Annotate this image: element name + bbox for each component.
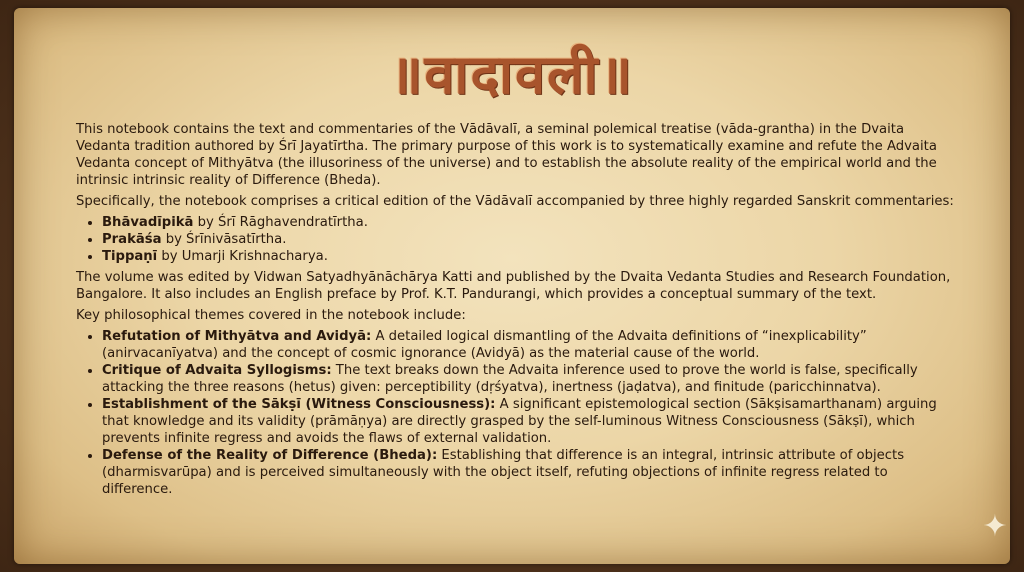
sparkle-icon: ✦ [982, 509, 1008, 544]
right-border-ornament [986, 40, 1000, 530]
list-item [102, 214, 956, 231]
list-item [102, 231, 956, 248]
commentary-name: Bhāvadīpikā [102, 215, 194, 230]
commentary-name: Prakāśa [102, 232, 162, 247]
commentaries-intro: Specifically, the notebook comprises a critical edition of the Vādāvalī accompanied by three highly regarded Sanskrit commentaries: [76, 194, 954, 209]
edition-paragraph: The volume was edited by Vidwan Satyadhyānāchārya Katti and published by the Dvaita Vedanta Studies and Research Foundation, Bangalore. It also includes an English preface by Prof. K.T. Pandurangi, which provides a conceptual summary of the text. [76, 270, 951, 302]
list-item [102, 328, 956, 362]
left-border-ornament [30, 40, 44, 530]
list-item [102, 248, 956, 265]
theme-name: Refutation of Mithyātva and Avidyā: [102, 329, 372, 344]
theme-name: Defense of the Reality of Difference (Bheda): [102, 448, 438, 463]
commentary-author: by Umarji Krishnacharya. [157, 249, 328, 264]
theme-description: Establishing that difference is an integral, intrinsic attribute of objects (dharmisvarūpa) and is perceived simultaneously with the object itself, refuting objections of infinite regress related to difference. [102, 448, 905, 497]
theme-name: Critique of Advaita Syllogisms: [102, 363, 332, 378]
theme-description: The text breaks down the Advaita inference used to prove the world is false, specifically attacking the three reasons (hetus) given: perceptibility (dṛśyatva), inertness (jaḍatva), and finitude (paricchinnatva). [102, 363, 918, 395]
theme-name: Establishment of the Sākṣī (Witness Consciousness): [102, 397, 496, 412]
list-item [102, 362, 956, 396]
commentary-author: by Śrī Rāghavendratīrtha. [193, 215, 368, 230]
commentaries-list [76, 214, 956, 265]
commentary-author: by Śrīnivāsatīrtha. [161, 232, 287, 247]
document-body [76, 121, 956, 502]
themes-list [76, 328, 956, 498]
commentary-name: Tippaṇī [102, 249, 158, 264]
page-title: ॥वादावली॥ [390, 43, 634, 106]
intro-paragraph: This notebook contains the text and commentaries of the Vādāvalī, a seminal polemical treatise (vāda-grantha) in the Dvaita Vedanta tradition authored by Śrī Jayatīrtha. The primary purpose of this work is to systematically examine and refute the Advaita Vedanta concept of Mithyātva (the illusoriness of the universe) and to establish the absolute reality of the empirical world and the intrinsic intrinsic reality of Difference (Bheda). [76, 122, 937, 188]
list-item [102, 447, 956, 498]
theme-description: A detailed logical dismantling of the Advaita definitions of “inexplicability” (anirvacanīyatva) and the concept of cosmic ignorance (Avidyā) as the material cause of the world. [102, 329, 867, 361]
theme-description: A significant epistemological section (Sākṣisamarthanam) arguing that knowledge and its validity (prāmāṇya) are directly grasped by the self-luminous Witness Consciousness (Sākṣī), which prevents infinite regress and avoids the flaws of external validation. [102, 397, 937, 446]
themes-intro: Key philosophical themes covered in the notebook include: [76, 308, 466, 323]
list-item [102, 396, 956, 447]
